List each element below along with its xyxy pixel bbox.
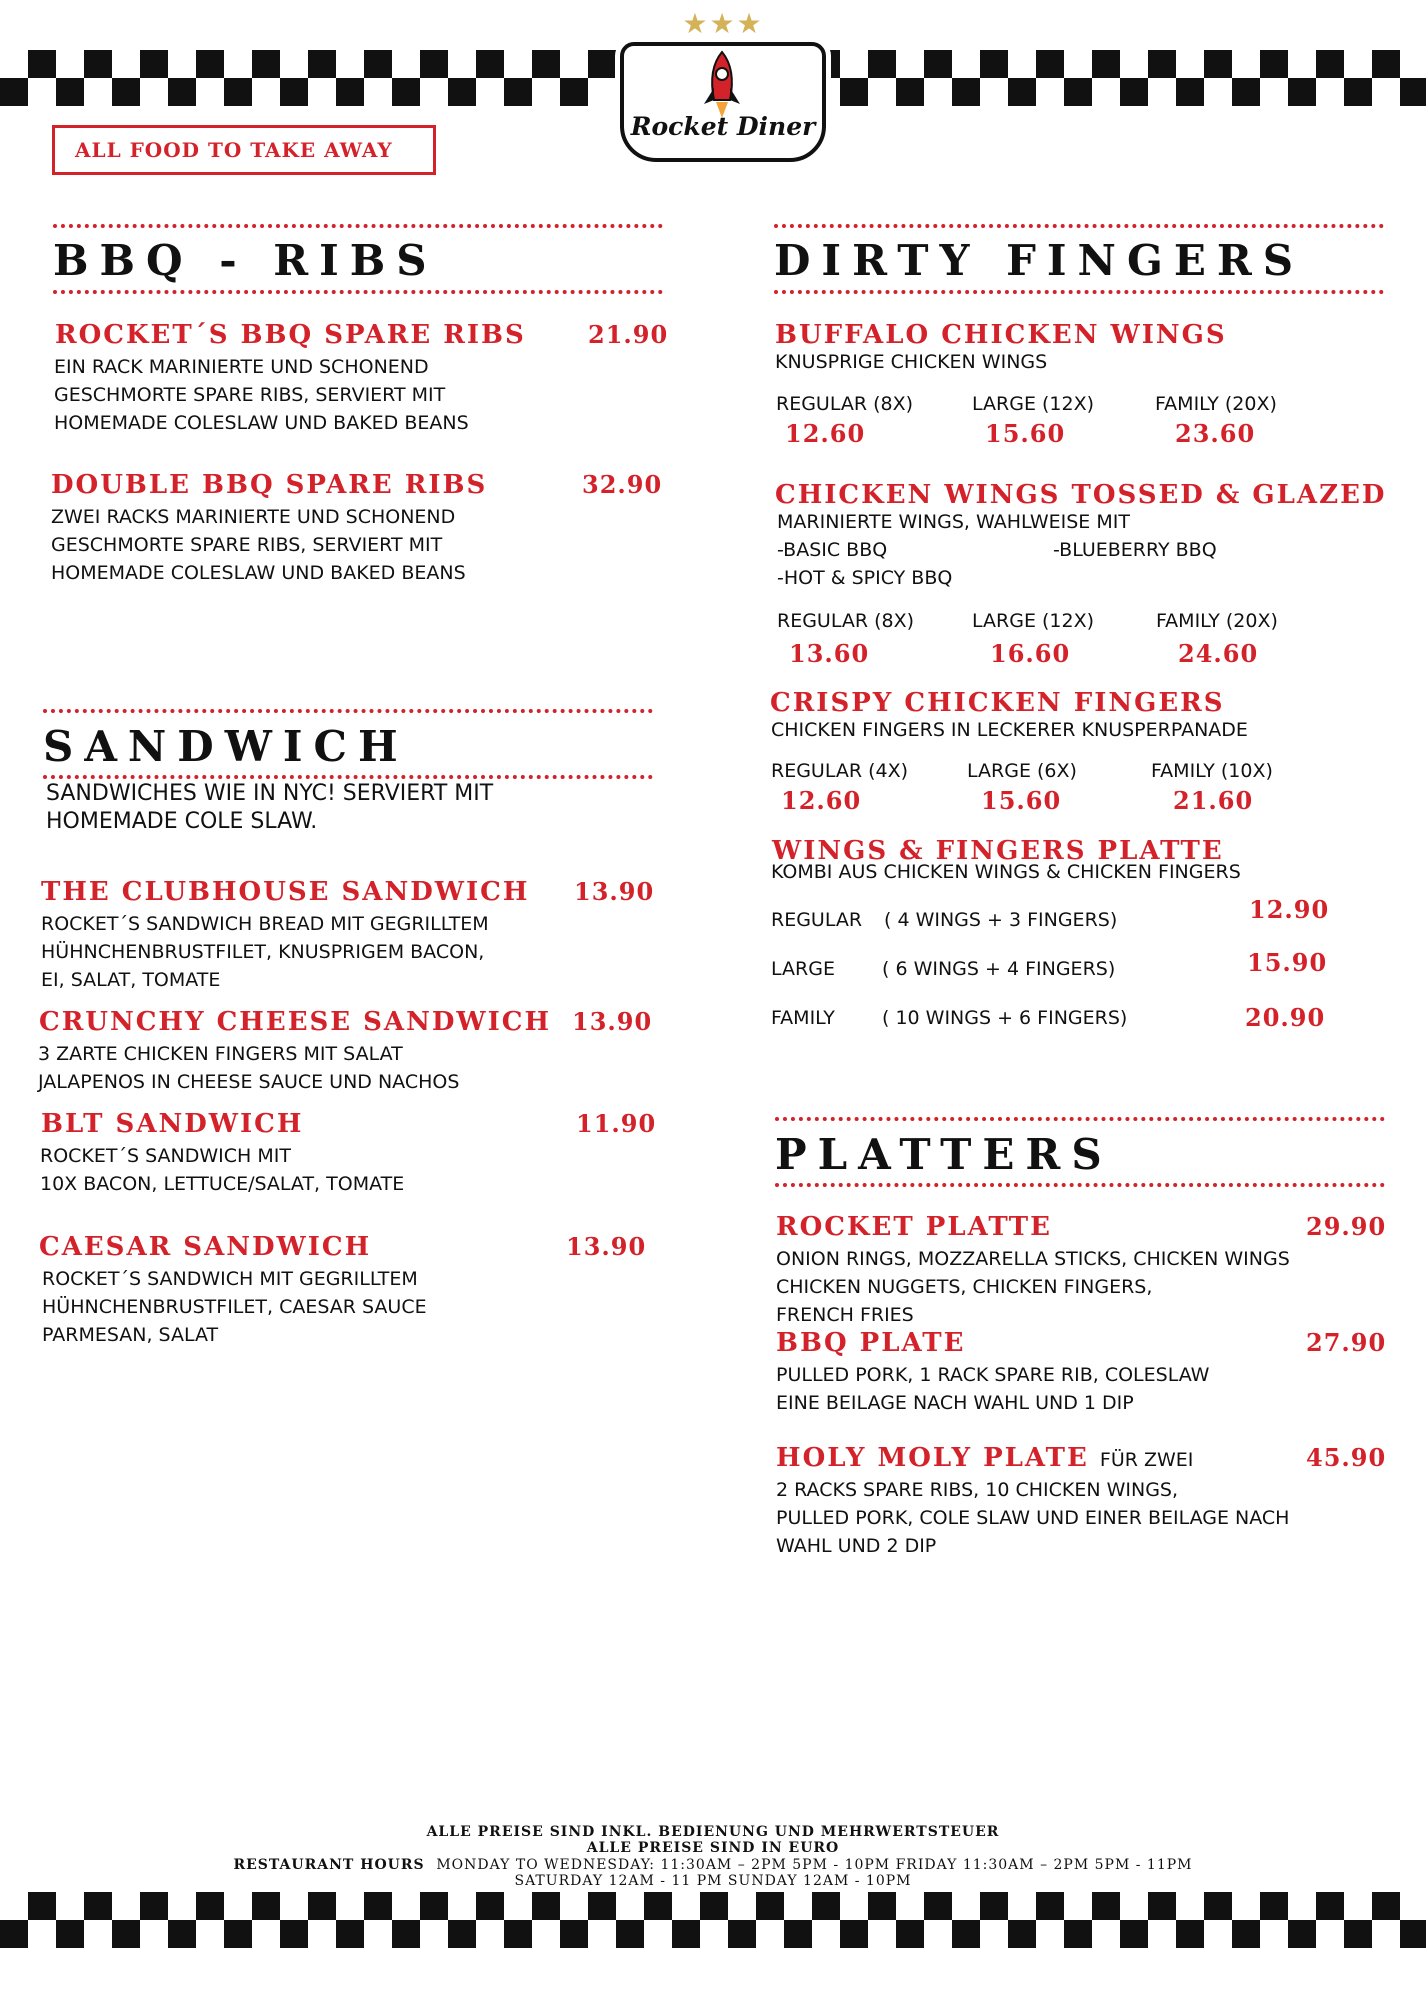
item-price: 11.90 [576, 1109, 657, 1138]
size-price: 21.60 [1173, 786, 1254, 815]
item-name: ROCKET´S BBQ SPARE RIBS [55, 320, 526, 350]
divider [53, 224, 663, 228]
size-label: REGULAR (4X) [771, 760, 909, 782]
size-price: 13.60 [789, 639, 870, 668]
size-label: REGULAR (8X) [776, 393, 914, 415]
section-title-bbq: BBQ - RIBS [53, 236, 438, 285]
option-text: -BASIC BBQ [777, 539, 888, 561]
item-description: KNUSPRIGE CHICKEN WINGS [775, 351, 1048, 373]
item-description: ROCKET´S SANDWICH MIT GEGRILLTEM HÜHNCHENBRUSTFILET, CAESAR SAUCE PARMESAN, SALAT [42, 1268, 427, 1346]
option-text: -HOT & SPICY BBQ [777, 567, 953, 589]
item-description: KOMBI AUS CHICKEN WINGS & CHICKEN FINGERS [771, 861, 1241, 883]
rocket-diner-logo [620, 8, 826, 162]
item-description: MARINIERTE WINGS, WAHLWEISE MIT [777, 511, 1130, 533]
size-price: 16.60 [990, 639, 1071, 668]
size-label: FAMILY (10X) [1151, 760, 1273, 782]
section-title-sandwich: SANDWICH [43, 722, 409, 771]
item-note: FÜR ZWEI [1099, 1449, 1194, 1471]
combo-detail: ( 6 WINGS + 4 FINGERS) [882, 958, 1116, 980]
section-title-dirty-fingers: DIRTY FINGERS [774, 236, 1305, 285]
size-price: 24.60 [1178, 639, 1259, 668]
item-name: CHICKEN WINGS TOSSED & GLAZED [775, 480, 1387, 510]
size-price: 15.60 [981, 786, 1062, 815]
item-description: ROCKET´S SANDWICH BREAD MIT GEGRILLTEM HÜHNCHENBRUSTFILET, KNUSPRIGEM BACON, EI, SALAT, TOMATE [41, 913, 489, 991]
combo-size: REGULAR [771, 909, 863, 931]
item-name-text: HOLY MOLY PLATE [776, 1443, 1089, 1473]
combo-detail: ( 10 WINGS + 6 FINGERS) [882, 1007, 1128, 1029]
size-label: LARGE (12X) [972, 610, 1095, 632]
footer-currency-note: ALLE PREISE SIND IN EURO [586, 1840, 840, 1856]
item-name: CRISPY CHICKEN FINGERS [770, 688, 1225, 718]
item-description: PULLED PORK, 1 RACK SPARE RIB, COLESLAW EINE BEILAGE NACH WAHL UND 1 DIP [776, 1364, 1210, 1414]
item-name: WINGS & FINGERS PLATTE [772, 836, 1224, 866]
logo-text: Rocket Diner [630, 112, 816, 141]
item-description: ONION RINGS, MOZZARELLA STICKS, CHICKEN WINGS CHICKEN NUGGETS, CHICKEN FINGERS, FRENCH FRIES [776, 1248, 1290, 1326]
divider [775, 1117, 1385, 1121]
combo-size: LARGE [771, 958, 835, 980]
item-description: ROCKET´S SANDWICH MIT 10X BACON, LETTUCE/SALAT, TOMATE [40, 1145, 405, 1195]
item-price: 32.90 [582, 470, 663, 499]
option-text: -BLUEBERRY BBQ [1053, 539, 1217, 561]
combo-price: 15.90 [1247, 948, 1328, 977]
item-name: BLT SANDWICH [41, 1109, 304, 1139]
item-description: EIN RACK MARINIERTE UND SCHONEND GESCHMORTE SPARE RIBS, SERVIERT MIT HOMEMADE COLESLAW UND BAKED BEANS [54, 356, 469, 434]
size-label: FAMILY (20X) [1156, 610, 1278, 632]
hours-weekdays: MONDAY TO WEDNESDAY: 11:30AM – 2PM 5PM - 10PM FRIDAY 11:30AM – 2PM 5PM - 11PM [436, 1857, 1193, 1873]
item-description: 3 ZARTE CHICKEN FINGERS MIT SALAT JALAPENOS IN CHEESE SAUCE UND NACHOS [38, 1043, 460, 1093]
size-price: 23.60 [1175, 419, 1256, 448]
combo-price: 12.90 [1249, 895, 1330, 924]
item-name: BBQ PLATE [776, 1328, 966, 1358]
divider [43, 709, 653, 713]
divider [775, 1183, 1385, 1187]
item-name: CRUNCHY CHEESE SANDWICH [39, 1007, 552, 1037]
checkered-border-bottom [0, 1892, 1426, 1948]
size-label: REGULAR (8X) [777, 610, 915, 632]
divider [53, 290, 663, 294]
combo-size: FAMILY [771, 1007, 835, 1029]
item-name [776, 1445, 1193, 1471]
combo-price: 20.90 [1245, 1003, 1326, 1032]
item-description: CHICKEN FINGERS IN LECKERER KNUSPERPANADE [771, 719, 1248, 741]
take-away-banner: ALL FOOD TO TAKE AWAY [52, 125, 436, 175]
size-price: 12.60 [785, 419, 866, 448]
divider [774, 224, 1384, 228]
item-price: 13.90 [574, 877, 655, 906]
item-price: 21.90 [588, 320, 669, 349]
item-name: BUFFALO CHICKEN WINGS [775, 320, 1227, 350]
item-name: CAESAR SANDWICH [39, 1232, 372, 1262]
footer-hours-weekend: SATURDAY 12AM - 11 PM SUNDAY 12AM - 10PM [514, 1873, 912, 1889]
item-description: ZWEI RACKS MARINIERTE UND SCHONEND GESCHMORTE SPARE RIBS, SERVIERT MIT HOMEMADE COLESLAW UND BAKED BEANS [51, 506, 466, 584]
item-price: 27.90 [1306, 1328, 1387, 1357]
size-price: 12.60 [781, 786, 862, 815]
size-price: 15.60 [985, 419, 1066, 448]
size-label: FAMILY (20X) [1155, 393, 1277, 415]
size-label: LARGE (12X) [972, 393, 1095, 415]
section-title-platters: PLATTERS [775, 1130, 1113, 1179]
item-price: 13.90 [572, 1007, 653, 1036]
item-description: 2 RACKS SPARE RIBS, 10 CHICKEN WINGS, PULLED PORK, COLE SLAW UND EINER BEILAGE NACH WAHL UND 2 DIP [776, 1479, 1290, 1557]
item-price: 29.90 [1306, 1212, 1387, 1241]
size-label: LARGE (6X) [967, 760, 1077, 782]
item-name: THE CLUBHOUSE SANDWICH [41, 877, 530, 907]
footer-hours [0, 1858, 1426, 1872]
sandwich-intro: SANDWICHES WIE IN NYC! SERVIERT MIT HOMEMADE COLE SLAW. [46, 781, 494, 834]
combo-detail: ( 4 WINGS + 3 FINGERS) [884, 909, 1118, 931]
footer-vat-note: ALLE PREISE SIND INKL. BEDIENUNG UND MEHRWERTSTEUER [426, 1824, 1000, 1840]
divider [43, 775, 653, 779]
divider [774, 290, 1384, 294]
item-name: ROCKET PLATTE [776, 1212, 1052, 1242]
item-name: DOUBLE BBQ SPARE RIBS [51, 470, 488, 500]
item-price: 13.90 [566, 1232, 647, 1261]
logo-stars: ★★★ [682, 8, 764, 39]
hours-label: RESTAURANT HOURS [233, 1857, 425, 1873]
item-price: 45.90 [1306, 1443, 1387, 1472]
